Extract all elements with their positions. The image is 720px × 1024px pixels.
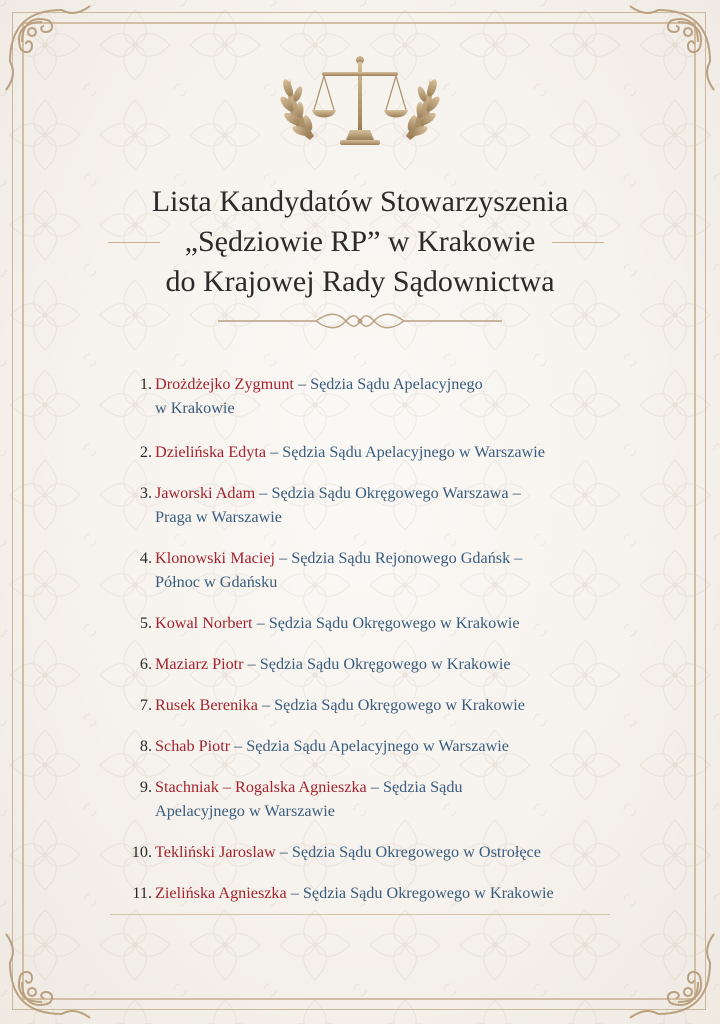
list-item	[130, 775, 670, 823]
item-number: 4.	[139, 549, 152, 567]
ornamental-divider	[218, 308, 502, 334]
candidate-position-continued: Północ w Gdańsku	[155, 573, 278, 591]
scales-of-justice-icon	[270, 48, 450, 158]
list-item	[130, 372, 670, 420]
candidate-name: Jaworski Adam	[155, 484, 256, 502]
title-rule	[108, 242, 160, 243]
item-number: 10.	[131, 843, 152, 861]
candidate-position: Sędzia Sądu Okręgowego w Krakowie	[268, 614, 520, 632]
candidate-position: Sędzia Sądu Rejonowego Gdańsk –	[291, 549, 523, 567]
candidate-position-continued: w Krakowie	[155, 399, 235, 417]
corner-ornament-icon	[2, 2, 112, 112]
candidate-position: Sędzia Sądu Okręgowego Warszawa –	[271, 484, 521, 502]
separator-dash: –	[275, 549, 292, 567]
title-line: Lista Kandydatów Stowarzyszenia	[151, 185, 569, 218]
candidate-position: Sędzia Sądu Apelacyjnego	[310, 375, 483, 393]
list-item	[130, 881, 670, 905]
list-item	[130, 611, 670, 635]
candidate-name: Tekliński Jaroslaw	[155, 843, 276, 861]
separator-dash: –	[243, 655, 260, 673]
candidate-name: Stachniak – Rogalska Agnieszka	[155, 778, 367, 796]
separator-dash: –	[252, 614, 269, 632]
candidate-position: Sędzia Sądu Okregowego w Ostrołęce	[291, 843, 541, 861]
candidate-position: Sędzia Sądu Okręgowego w Krakowie	[274, 696, 525, 714]
item-number: 2.	[139, 443, 152, 461]
item-number: 9.	[139, 778, 152, 796]
separator-dash: –	[275, 843, 292, 861]
candidate-name: Kowal Norbert	[155, 614, 253, 632]
title-line: do Krajowej Rady Sądownictwa	[165, 265, 555, 298]
corner-ornament-icon	[608, 2, 718, 112]
item-number: 11.	[132, 884, 152, 902]
candidate-name: Schab Piotr	[155, 737, 231, 755]
item-number: 5.	[139, 614, 152, 632]
candidate-position: Sędzia Sądu Okręgowego w Krakowie	[259, 655, 511, 673]
list-item	[130, 840, 670, 864]
list-item	[130, 734, 670, 758]
separator-dash: –	[257, 696, 275, 714]
separator-dash: –	[293, 375, 311, 393]
separator-dash: –	[266, 443, 283, 461]
candidate-name: Zielińska Agnieszka	[155, 884, 287, 902]
candidate-name: Dzielińska Edyta	[155, 443, 267, 461]
title-line: „Sędziowie RP” w Krakowie	[184, 225, 536, 258]
item-number: 7.	[139, 696, 152, 714]
item-number: 8.	[139, 737, 152, 755]
candidate-position: Sędzia Sądu	[382, 778, 463, 796]
candidate-position: Sędzia Sądu Apelacyjnego w Warszawie	[282, 443, 545, 461]
candidate-position-continued: Apelacyjnego w Warszawie	[155, 802, 335, 820]
separator-dash: –	[230, 737, 247, 755]
item-number: 6.	[139, 655, 152, 673]
bottom-rule	[110, 914, 610, 915]
list-item	[130, 652, 670, 676]
candidate-list	[130, 372, 670, 905]
candidate-name: Rusek Berenika	[155, 696, 258, 714]
candidate-position: Sędzia Sądu Apelacyjnego w Warszawie	[246, 737, 509, 755]
candidate-position: Sędzia Sądu Okregowego w Krakowie	[302, 884, 554, 902]
title-rule	[552, 242, 604, 243]
item-number: 3.	[139, 484, 152, 502]
list-item	[130, 693, 670, 717]
separator-dash: –	[366, 778, 383, 796]
list-item	[130, 481, 670, 529]
corner-ornament-icon	[2, 912, 112, 1022]
list-item	[130, 440, 670, 464]
corner-ornament-icon	[608, 912, 718, 1022]
list-item	[130, 546, 670, 594]
separator-dash: –	[286, 884, 303, 902]
separator-dash: –	[255, 484, 272, 502]
candidate-name: Drożdżejko Zygmunt	[155, 375, 294, 393]
candidate-position-continued: Praga w Warszawie	[155, 508, 282, 526]
candidate-name: Klonowski Maciej	[155, 549, 276, 567]
item-number: 1.	[139, 375, 152, 393]
candidate-name: Maziarz Piotr	[155, 655, 244, 673]
